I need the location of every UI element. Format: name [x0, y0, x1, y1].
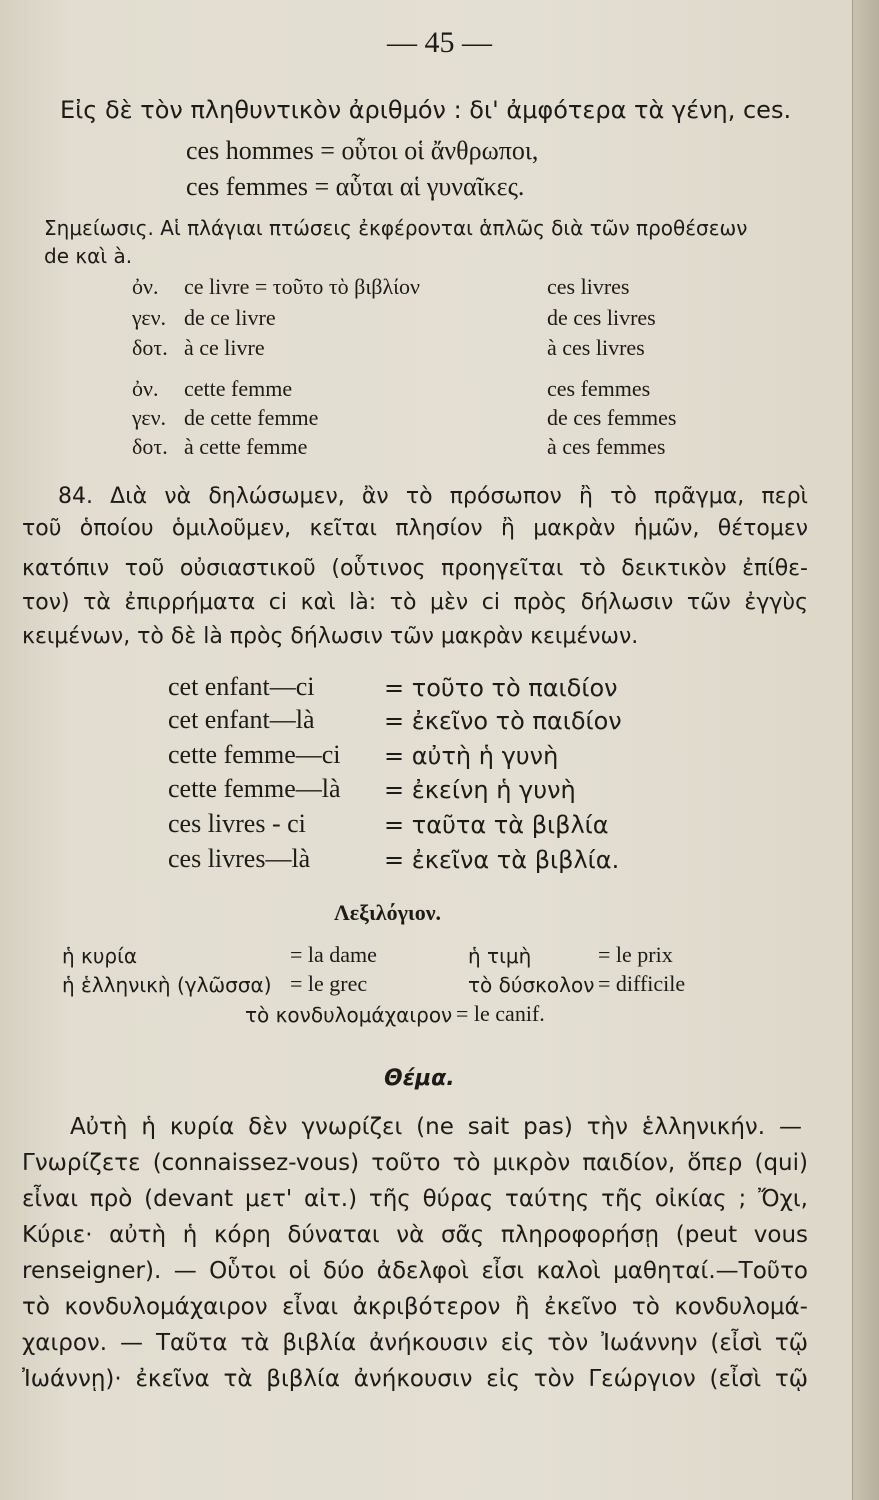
example-french: ces livres - ci: [168, 809, 306, 838]
section-84-line: 84. Διὰ νὰ δηλώσωμεν, ἂν τὸ πρόσωπον ἢ τὸ πρᾶγμα, περὶ: [58, 484, 808, 509]
example-greek: = ἐκεῖνο τὸ παιδίον: [384, 707, 622, 735]
exercise-line: Κύριε· αὐτὴ ἡ κόρη δύναται νὰ σᾶς πληροφορήσῃ (peut vous: [22, 1222, 808, 1248]
case-label: γεν.: [132, 405, 167, 430]
example-greek: = τοῦτο τὸ παιδίον: [384, 674, 618, 702]
vocab-french: = la dame: [290, 942, 377, 967]
vocabulary-title: Λεξιλόγιον.: [334, 900, 442, 925]
note-line-1: Σημείωσις. Αἱ πλάγιαι πτώσεις ἐκφέρονται ἁπλῶς διὰ τῶν προθέσεων: [44, 216, 748, 240]
singular-form: de ce livre: [184, 305, 276, 330]
exercise-title: Θέμα.: [384, 1066, 455, 1091]
plural-form: à ces femmes: [547, 434, 666, 459]
note-line-2: de καὶ à.: [44, 244, 133, 268]
section-84-line: κατόπιν τοῦ οὐσιαστικοῦ (οὗτινος προηγεῖται τὸ δεικτικὸν ἐπίθε-: [22, 556, 808, 581]
page-number: — 45 —: [387, 26, 492, 59]
case-label: ὀν.: [132, 376, 159, 401]
vocab-greek: τὸ κονδυλομάχαιρον: [245, 1003, 453, 1027]
example-french: ces livres—là: [168, 844, 311, 873]
case-label: γεν.: [132, 305, 167, 330]
example-french: cet enfant—là: [168, 705, 315, 734]
exercise-line: Αὐτὴ ἡ κυρία δὲν γνωρίζει (ne sait pas) τὴν ἑλληνικήν. —: [70, 1114, 802, 1140]
exercise-line: εἶναι πρὸ (devant μετ' αἰτ.) τῆς θύρας ταύτης τῆς οἰκίας ; Ὄχι,: [22, 1186, 808, 1212]
singular-form: à cette femme: [184, 434, 308, 459]
singular-form: de cette femme: [184, 405, 319, 430]
exercise-line: renseigner). — Οὗτοι οἱ δύο ἀδελφοὶ εἶσι καλοὶ μαθηταί.—Τοῦτο: [22, 1258, 808, 1284]
plural-form: de ces livres: [547, 305, 656, 330]
intro-line-2: ces hommes = οὗτοι οἱ ἄνθρωποι,: [186, 136, 539, 165]
section-84-line: τον) τὰ ἐπιρρήματα ci καὶ là: τὸ μὲν ci πρὸς δήλωσιν τῶν ἐγγὺς: [22, 590, 808, 615]
exercise-line: τὸ κονδυλομάχαιρον εἶναι ἀκριβότερον ἢ ἐκεῖνο τὸ κονδυλομά-: [22, 1294, 808, 1320]
example-greek: = ἐκείνη ἡ γυνὴ: [384, 776, 576, 804]
vocab-greek: τὸ δύσκολον: [468, 973, 595, 997]
section-84-line: τοῦ ὁποίου ὁμιλοῦμεν, κεῖται πλησίον ἢ μακρὰν ἡμῶν, θέτομεν: [22, 516, 808, 541]
vocab-greek: ἡ ἑλληνικὴ (γλῶσσα): [62, 973, 272, 997]
vocab-greek: ἡ κυρία: [62, 944, 138, 968]
example-greek: = ἐκεῖνα τὰ βιβλία.: [384, 846, 620, 874]
exercise-line: χαιρον. — Ταῦτα τὰ βιβλία ἀνήκουσιν εἰς τὸν Ἰωάννην (εἶσὶ τῷ: [22, 1330, 808, 1356]
intro-line-3: ces femmes = αὗται αἱ γυναῖκες.: [186, 172, 525, 201]
example-greek: = αὐτὴ ἡ γυνὴ: [384, 742, 559, 770]
vocab-french: = le prix: [598, 942, 673, 967]
singular-form: ce livre = τοῦτο τὸ βιβλίον: [184, 274, 421, 299]
page-edge: [852, 0, 879, 1500]
case-label: ὀν.: [132, 274, 159, 299]
plural-form: à ces livres: [547, 335, 645, 360]
vocab-french: = le canif.: [456, 1001, 545, 1026]
case-label: δοτ.: [132, 434, 168, 459]
vocab-french: = le grec: [290, 971, 368, 996]
example-french: cette femme—là: [168, 774, 341, 803]
exercise-line: Ἰωάννῃ)· ἐκεῖνα τὰ βιβλία ἀνήκουσιν εἰς τὸν Γεώργιον (εἶσὶ τῷ: [22, 1366, 808, 1392]
plural-form: de ces femmes: [547, 405, 677, 430]
plural-form: ces femmes: [547, 376, 651, 401]
singular-form: cette femme: [184, 376, 293, 401]
plural-form: ces livres: [547, 274, 630, 299]
vocab-greek: ἡ τιμὴ: [468, 944, 532, 968]
vocab-french: = difficile: [598, 971, 686, 996]
intro-line-1: Εἰς δὲ τὸν πληθυντικὸν ἀριθμόν : δι' ἀμφότερα τὰ γένη, ces.: [60, 96, 792, 124]
example-french: cet enfant—ci: [168, 672, 315, 701]
case-label: δοτ.: [132, 335, 168, 360]
singular-form: à ce livre: [184, 335, 265, 360]
example-french: cette femme—ci: [168, 740, 341, 769]
exercise-line: Γνωρίζετε (connaissez-vous) τοῦτο τὸ μικρὸν παιδίον, ὅπερ (qui): [22, 1150, 808, 1176]
section-84-line: κειμένων, τὸ δὲ là πρὸς δήλωσιν τῶν μακρὰν κειμένων.: [22, 624, 639, 649]
example-greek: = ταῦτα τὰ βιβλία: [384, 811, 609, 839]
